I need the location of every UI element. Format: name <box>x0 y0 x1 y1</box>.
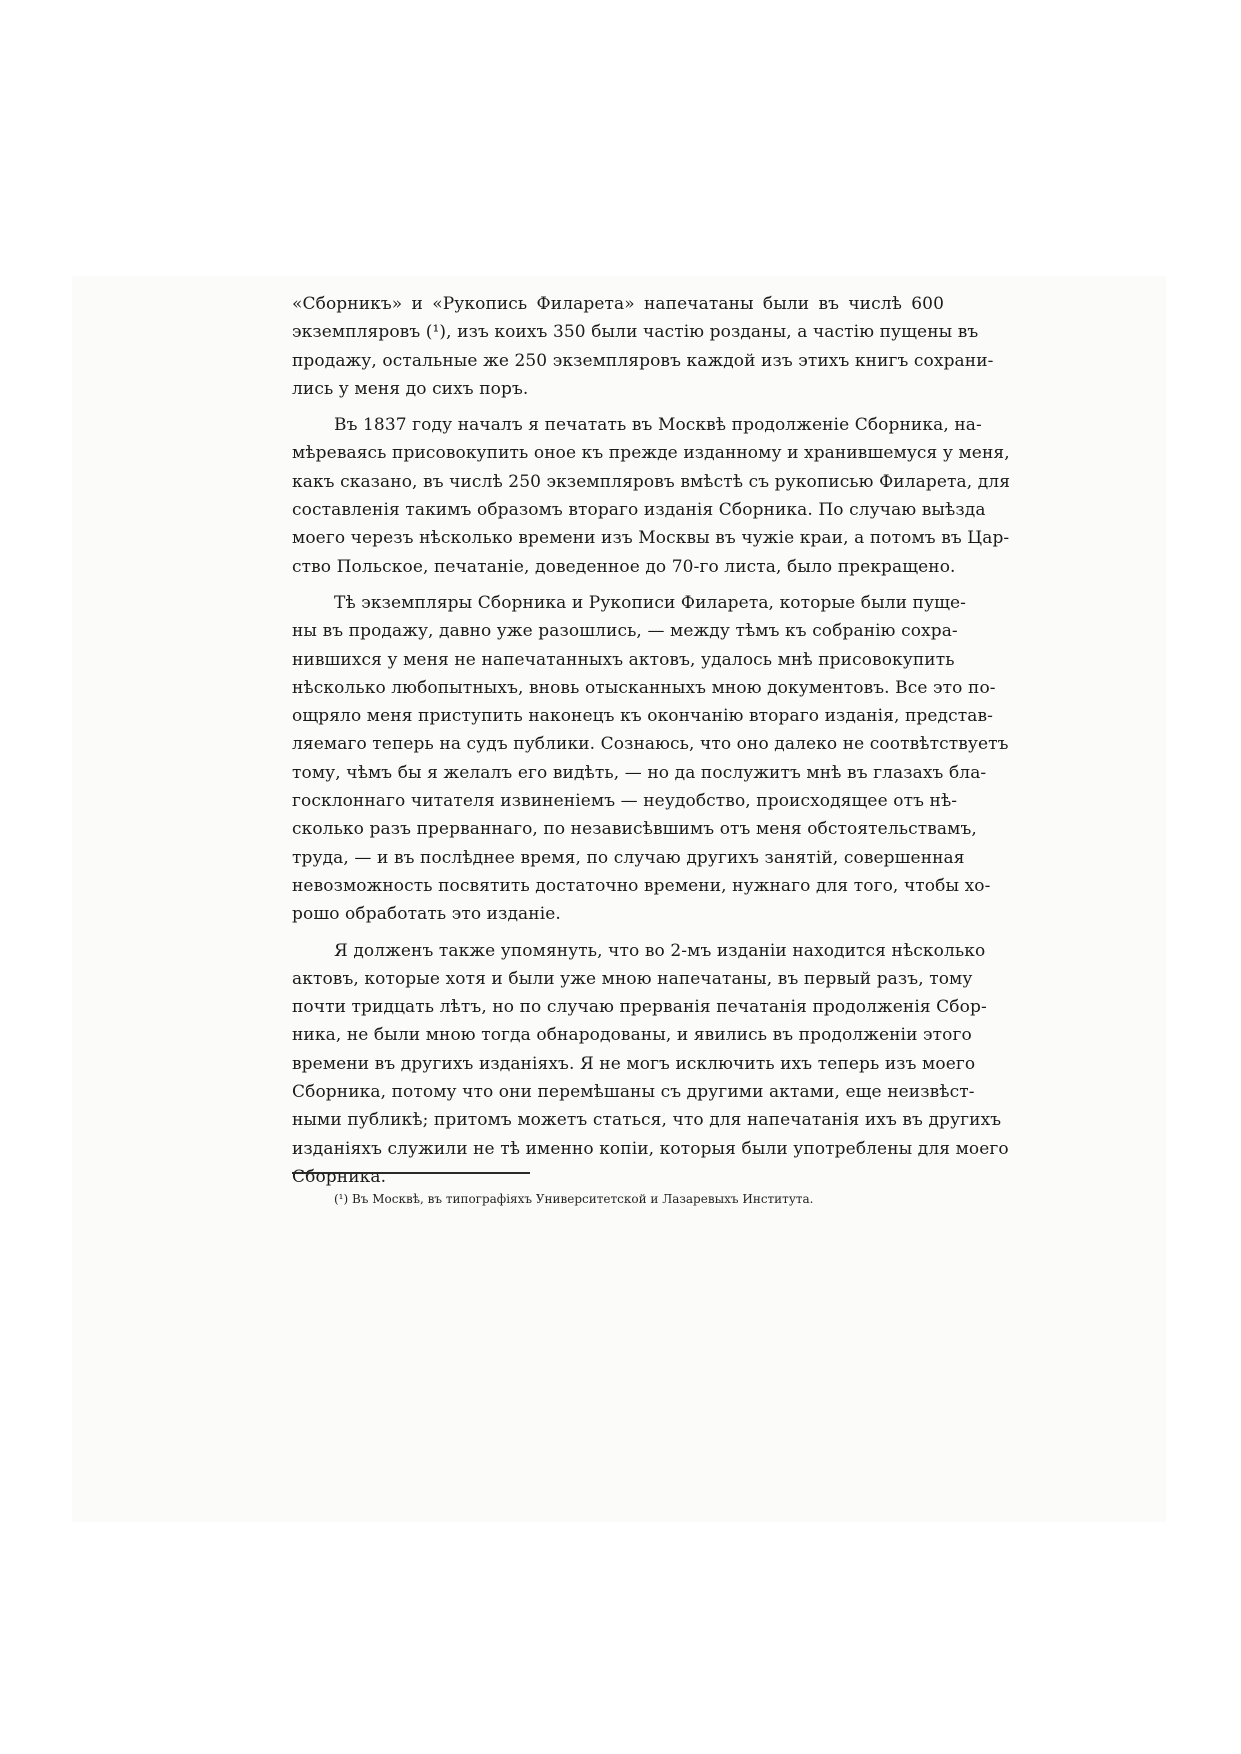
text-line: времени въ другихъ изданіяхъ. Я не могъ исключить ихъ теперь изъ моего <box>292 1053 976 1074</box>
text-line: экземпляровъ (¹), изъ коихъ 350 были частію розданы, а частію пущены въ <box>292 322 979 343</box>
text-line: мѣреваясь присовокупить оное къ прежде изданному и хранившемуся у меня, <box>292 443 1010 464</box>
text-line: рошо обработать это изданіе. <box>292 904 561 925</box>
text-line: актовъ, которые хотя и были уже мною напечатаны, въ первый разъ, тому <box>292 968 973 989</box>
text-line: Сборника, потому что они перемѣшаны съ другими актами, еще неизвѣст- <box>292 1082 975 1103</box>
text-line: ощряло меня приступить наконецъ къ окончанію втораго изданія, представ- <box>292 706 994 727</box>
text-line: ными публикѣ; притомъ можетъ статься, что для напечатанія ихъ въ другихъ <box>292 1110 1002 1131</box>
text-line: ника, не были мною тогда обнародованы, и явились въ продолженіи этого <box>292 1025 972 1046</box>
text-line: продажу, остальные же 250 экземпляровъ каждой изъ этихъ книгъ сохрани- <box>292 350 994 371</box>
text-line: почти тридцать лѣтъ, но по случаю прерванія печатанія продолженія Сбор- <box>292 997 987 1018</box>
text-line: «Сборникъ» и «Рукопись Филарета» напечатаны были въ числѣ 600 <box>292 294 944 314</box>
text-line: ны въ продажу, давно уже разошлись, — между тѣмъ къ собранію сохра- <box>292 621 958 642</box>
text-line: труда, — и въ послѣднее время, по случаю другихъ занятій, совершенная <box>292 847 965 868</box>
text-line: ство Польское, печатаніе, доведенное до 70-го листа, было прекращено. <box>292 556 956 577</box>
text-line: нившихся у меня не напечатанныхъ актовъ, удалось мнѣ присовокупить <box>292 649 955 670</box>
text-line: Я долженъ также упомянуть, что во 2-мъ изданіи находится нѣсколько <box>334 940 986 961</box>
text-line: моего черезъ нѣсколько времени изъ Москвы въ чужіе краи, а потомъ въ Цар- <box>292 528 1010 549</box>
text-line: какъ сказано, въ числѣ 250 экземпляровъ вмѣстѣ съ рукописью Филарета, для <box>292 471 1011 492</box>
text-line: Въ 1837 году началъ я печатать въ Москвѣ продолженіе Сборника, на- <box>334 415 982 436</box>
footnote-divider <box>292 1172 530 1174</box>
text-line: госклоннаго читателя извиненіемъ — неудобство, происходящее отъ нѣ- <box>292 791 958 812</box>
body-text <box>292 290 1011 1191</box>
footnote: (¹) Въ Москвѣ, въ типографіяхъ Университетской и Лазаревыхъ Института. <box>334 1192 814 1206</box>
text-line: невозможность посвятить достаточно времени, нужнаго для того, чтобы хо- <box>292 875 991 896</box>
text-line: изданіяхъ служили не тѣ именно копіи, которыя были употреблены для моего <box>292 1138 1009 1159</box>
text-line: Тѣ экземпляры Сборника и Рукописи Филарета, которые были пуще- <box>334 592 966 613</box>
text-line: составленія такимъ образомъ втораго изданія Сборника. По случаю выѣзда <box>292 500 986 521</box>
text-line: тому, чѣмъ бы я желалъ его видѣть, — но да послужитъ мнѣ въ глазахъ бла- <box>292 762 987 783</box>
text-line: сколько разъ прерваннаго, по независѣвшимъ отъ меня обстоятельствамъ, <box>292 819 977 840</box>
text-line: лись у меня до сихъ поръ. <box>292 378 529 399</box>
text-line: нѣсколько любопытныхъ, вновь отысканныхъ мною документовъ. Все это по- <box>292 677 996 698</box>
text-line: Сборника. <box>292 1166 387 1187</box>
text-line: ляемаго теперь на судъ публики. Сознаюсь, что оно далеко не соотвѣтствуетъ <box>292 734 1009 755</box>
